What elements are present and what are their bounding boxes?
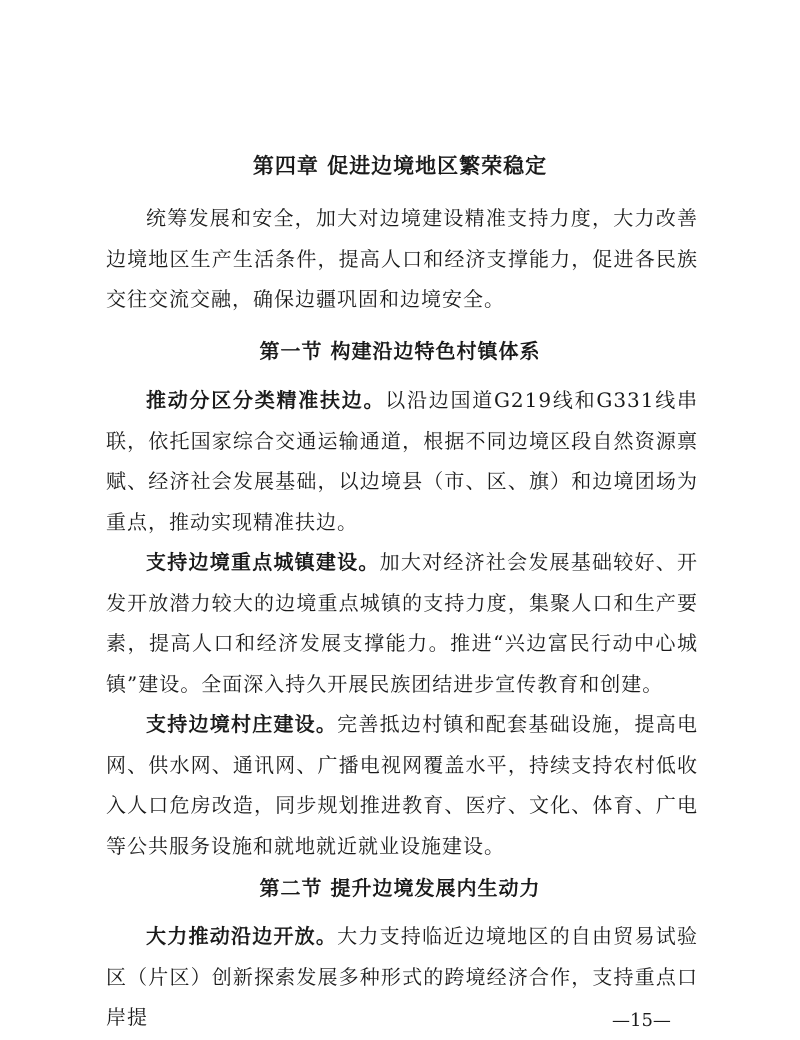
chapter-title: 第四章 促进边境地区繁荣稳定 xyxy=(252,154,548,178)
section-1-paragraph-1 xyxy=(106,380,698,542)
section-1-title: 第一节 构建沿边特色村镇体系 xyxy=(259,339,541,363)
page-number: —15— xyxy=(612,1010,671,1031)
paragraph-body: 大力支持临近边境地区的自由贸易试验区（片区）创新探索发展多种形式的跨境经济合作，支持重点口岸提 xyxy=(106,924,699,1029)
paragraph-body: 加大对经济社会发展基础较好、开发开放潜力较大的边境重点城镇的支持力度，集聚人口和生产要素，提高人口和经济发展支撑能力。推进“兴边富民行动中心城镇”建设。全面深入持久开展民族团结进步宣传教育和创建。 xyxy=(106,550,699,696)
section-1-paragraph-2 xyxy=(106,542,698,704)
chapter-intro-paragraph xyxy=(106,198,698,320)
section-2-paragraph-1 xyxy=(106,916,698,1038)
chapter-intro-text: 统筹发展和安全，加大对边境建设精准支持力度，大力改善边境地区生产生活条件，提高人口和经济支撑能力，促进各民族交往交流交融，确保边疆巩固和边境安全。 xyxy=(106,206,698,311)
section-2-title: 第二节 提升边境发展内生动力 xyxy=(259,876,541,900)
paragraph-body: 完善抵边村镇和配套基础设施，提高电网、供水网、通讯网、广播电视网覆盖水平，持续支持农村低收入人口危房改造，同步规划推进教育、医疗、文化、体育、广电等公共服务设施和就地就近就业设施建设。 xyxy=(106,712,699,858)
paragraph-lead: 大力推动沿边开放。 xyxy=(146,924,338,948)
paragraph-body: 以沿边国道G219线和G331线串联，依托国家综合交通运输通道，根据不同边境区段自然资源禀赋、经济社会发展基础，以边境县（市、区、旗）和边境团场为重点，推动实现精准扶边。 xyxy=(106,388,698,534)
section-1-paragraph-3 xyxy=(106,704,698,866)
paragraph-lead: 支持边境重点城镇建设。 xyxy=(146,550,380,574)
paragraph-lead: 支持边境村庄建设。 xyxy=(146,712,338,736)
paragraph-lead: 推动分区分类精准扶边。 xyxy=(146,388,386,412)
